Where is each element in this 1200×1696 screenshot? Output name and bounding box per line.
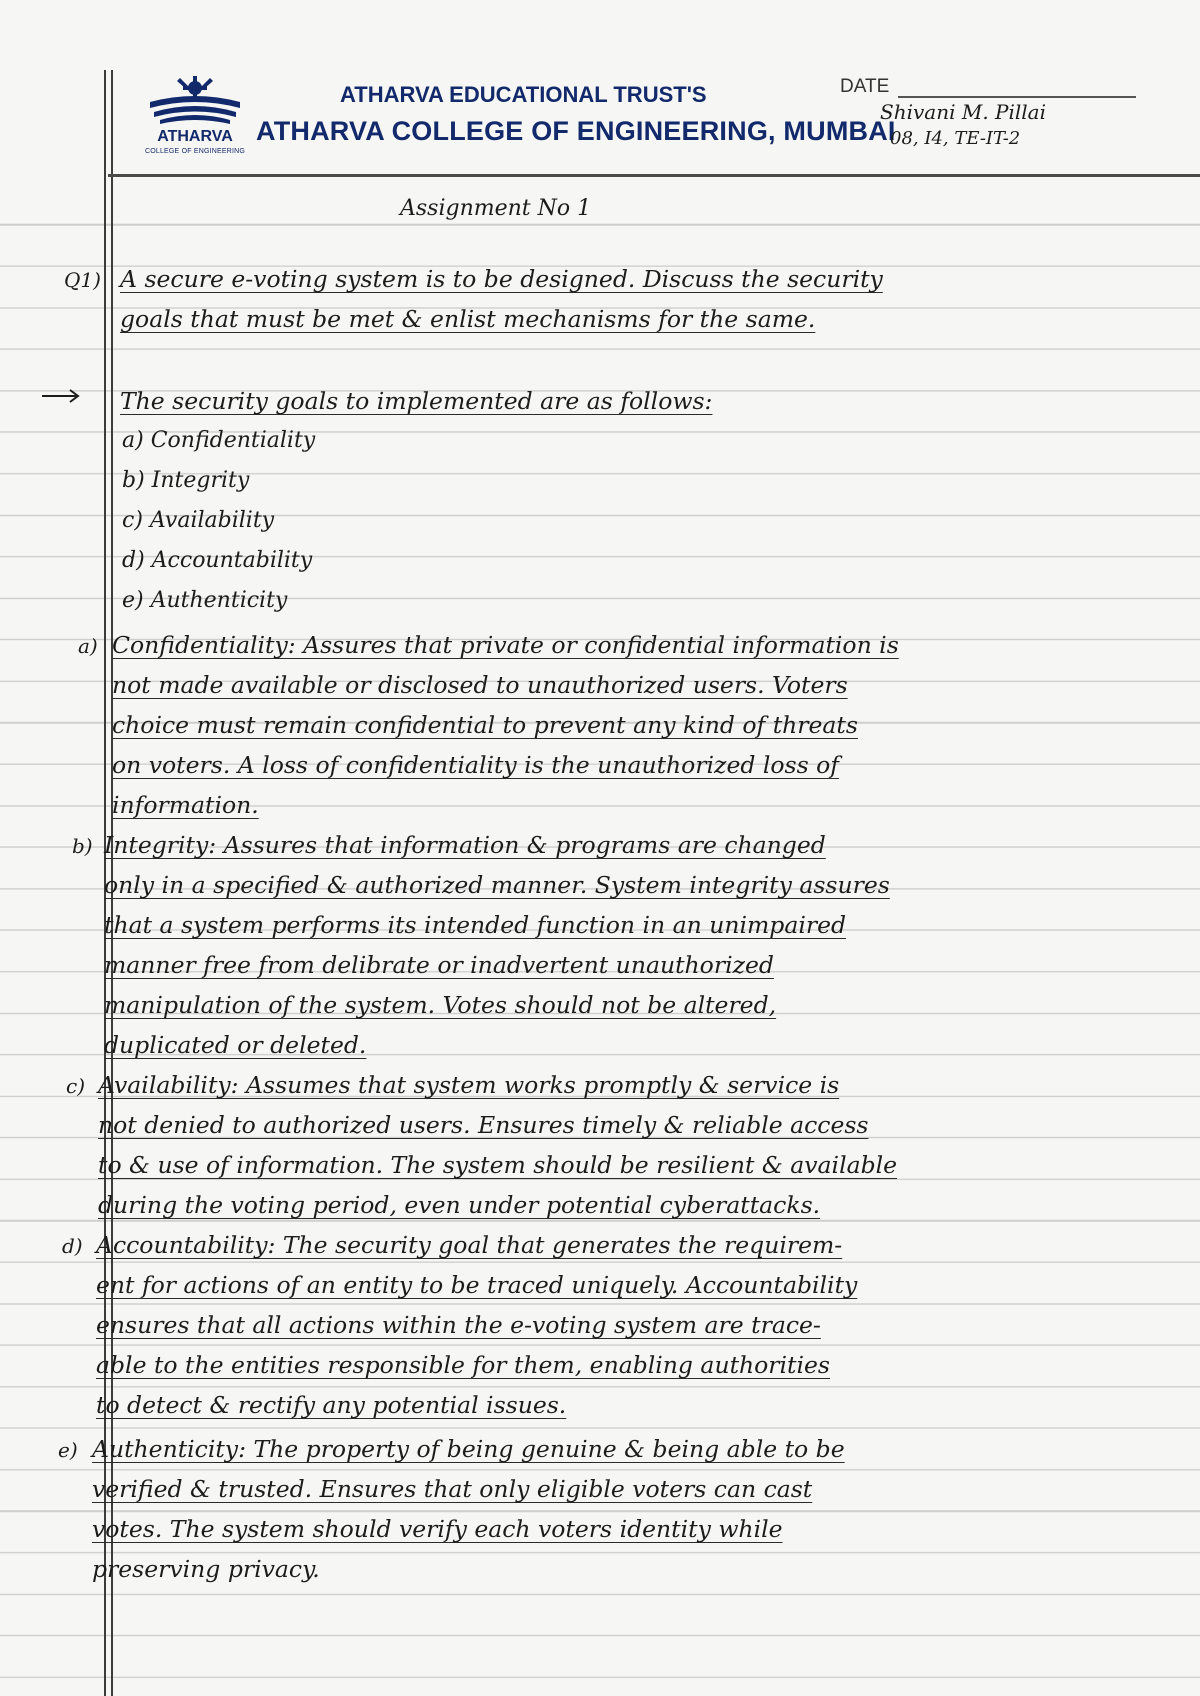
section-line: votes. The system should verify each voters identity while	[92, 1515, 783, 1543]
section-label: d)	[62, 1234, 83, 1258]
section-line: ent for actions of an entity to be traced uniquely. Accountability	[96, 1271, 858, 1299]
section-label: b)	[72, 834, 93, 858]
question-number: Q1)	[64, 268, 101, 292]
section-line: Integrity: Assures that information & programs are changed	[104, 831, 826, 859]
student-name: Shivani M. Pillai	[880, 100, 1046, 124]
section-line: not denied to authorized users. Ensures timely & reliable access	[98, 1111, 869, 1139]
question-line: A secure e-voting system is to be designed. Discuss the security	[120, 265, 883, 293]
goal-item: c) Availability	[122, 508, 275, 533]
section-line: not made available or disclosed to unauthorized users. Voters	[112, 671, 848, 699]
section-line: able to the entities responsible for them, enabling authorities	[96, 1351, 830, 1379]
section-line: information.	[112, 791, 259, 819]
goal-item: b) Integrity	[122, 468, 250, 493]
section-line: that a system performs its intended function in an unimpaired	[104, 911, 847, 939]
section-line: duplicated or deleted.	[104, 1031, 367, 1059]
logo-text: ATHARVA	[157, 128, 233, 145]
logo-subtext: COLLEGE OF ENGINEERING	[144, 148, 246, 155]
section-line: verified & trusted. Ensures that only eligible voters can cast	[92, 1475, 813, 1503]
goal-item: a) Confidentiality	[122, 428, 316, 453]
section-label: a)	[78, 634, 98, 658]
header-rule	[108, 174, 1200, 177]
section-line: Confidentiality: Assures that private or confidential information is	[112, 631, 899, 659]
section-line: manner free from delibrate or inadvertent unauthorized	[104, 951, 774, 979]
question-line: goals that must be met & enlist mechanisms for the same.	[120, 305, 816, 333]
section-line: to detect & rectify any potential issues.	[96, 1391, 567, 1419]
goal-item: d) Accountability	[122, 548, 313, 573]
intro-text: The security goals to implemented are as follows:	[120, 387, 713, 415]
section-line: Accountability: The security goal that generates the requirem-	[96, 1231, 843, 1259]
section-line: only in a specified & authorized manner. System integrity assures	[104, 871, 890, 899]
section-line: during the voting period, even under potential cyberattacks.	[98, 1191, 821, 1219]
section-line: manipulation of the system. Votes should not be altered,	[104, 991, 777, 1019]
arrow-right-icon	[40, 388, 82, 404]
date-label: DATE	[840, 76, 890, 97]
section-line: Authenticity: The property of being genuine & being able to be	[92, 1435, 845, 1463]
section-line: preserving privacy.	[92, 1555, 320, 1583]
goal-item: e) Authenticity	[122, 588, 288, 613]
college-name: ATHARVA COLLEGE OF ENGINEERING, MUMBAI	[256, 116, 896, 146]
section-line: to & use of information. The system should be resilient & available	[98, 1151, 898, 1179]
section-line: on voters. A loss of confidentiality is the unauthorized loss of	[112, 751, 839, 779]
section-line: choice must remain confidential to prevent any kind of threats	[112, 711, 858, 739]
date-line	[898, 96, 1136, 98]
trust-name: ATHARVA EDUCATIONAL TRUST'S	[340, 82, 707, 107]
atharva-logo-icon	[140, 76, 250, 128]
student-meta: 08, I4, TE-IT-2	[890, 128, 1021, 149]
section-line: Availability: Assumes that system works promptly & service is	[98, 1071, 840, 1099]
section-label: c)	[66, 1074, 86, 1098]
section-line: ensures that all actions within the e-voting system are trace-	[96, 1311, 821, 1339]
assignment-title: Assignment No 1	[400, 196, 592, 221]
college-logo	[140, 76, 250, 162]
section-label: e)	[58, 1438, 78, 1462]
